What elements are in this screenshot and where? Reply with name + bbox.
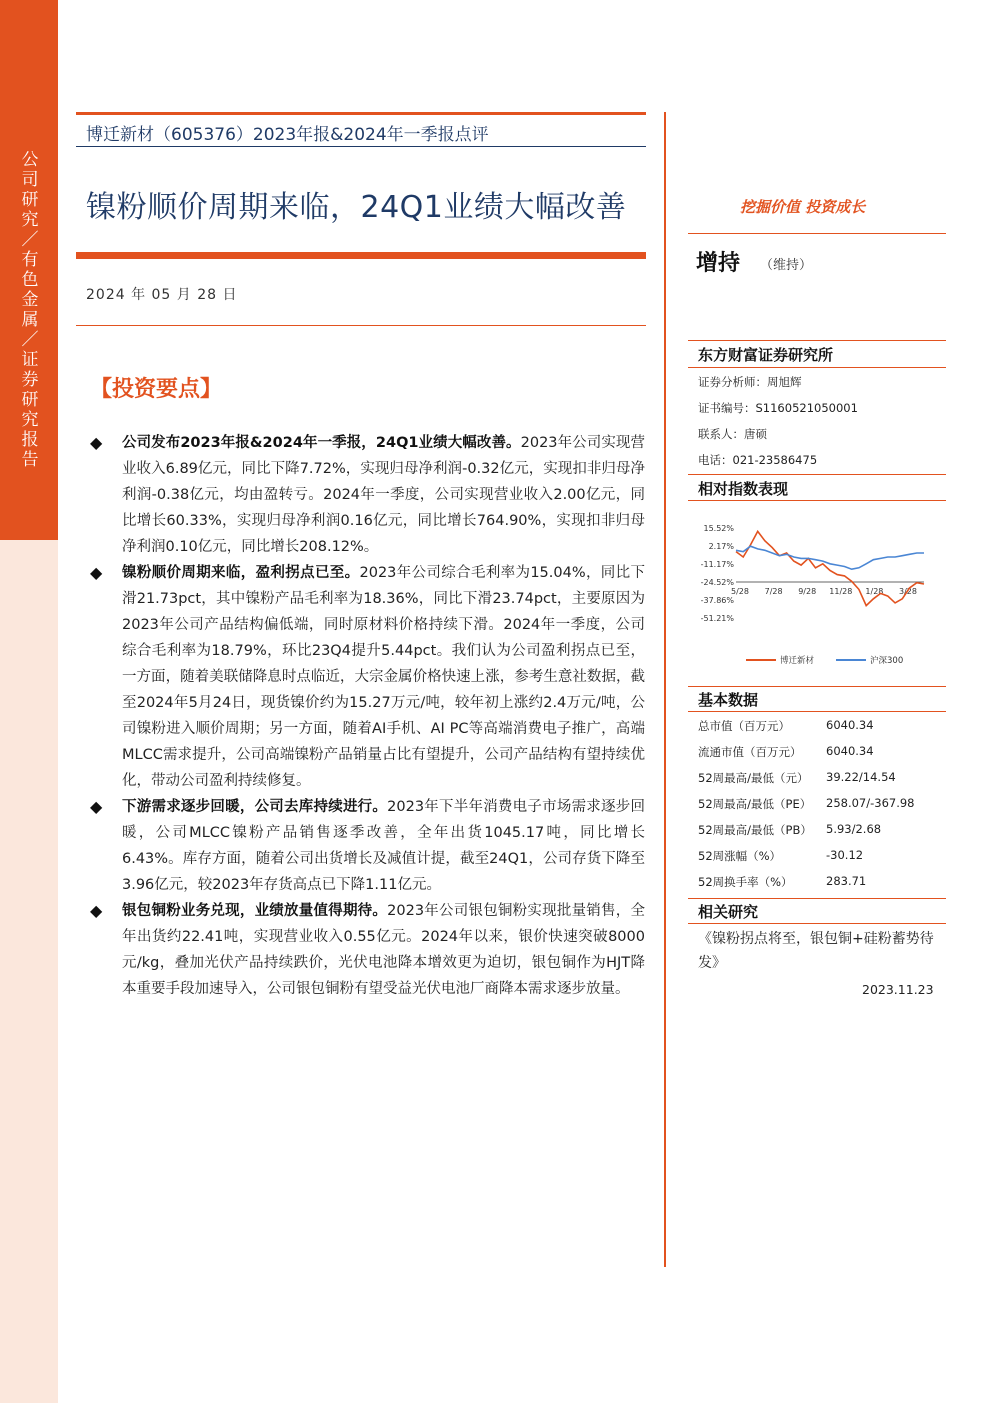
report-title: 镍粉顺价周期来临，24Q1业绩大幅改善 <box>86 190 627 225</box>
point-lead: 下游需求逐步回暖，公司去库持续进行。 <box>122 799 388 815</box>
basic-key: 52周最高/最低（PE） <box>698 797 812 811</box>
phone: 电话：021-23586475 <box>698 453 818 467</box>
institute-name: 东方财富证券研究所 <box>698 346 834 364</box>
basic-value: -30.12 <box>826 848 864 862</box>
basic-value: 258.07/-367.98 <box>826 796 915 810</box>
sidebar-label: 公司研究／有色金属／证券研究报告 <box>21 150 39 470</box>
diamond-bullet-icon: ◆ <box>90 563 103 582</box>
diamond-bullet-icon: ◆ <box>90 797 103 816</box>
related-rule <box>688 898 946 899</box>
basic-title: 基本数据 <box>698 691 759 709</box>
basic-value: 6040.34 <box>826 744 874 758</box>
point-paragraph <box>90 794 645 898</box>
point-text: 2023年公司综合毛利率为15.04%，同比下滑21.73pct，其中镍粉产品毛利率为18.36%，同比下滑23.74pct，主要原因为2023年公司产品结构偏低端，同时原材料价格持续下滑。2024年一季度，公司综合毛利率为18.79%，环比23Q4提升5.44pct。我们认为公司盈利拐点已至，一方面，随着美联储降息时点临近，大宗金属价格快速上涨，参考生意社数据，截至2024年5月24日，现货镍价约为15.27万元/吨，较年初上涨约2.4万元/吨，公司镍粉进入顺价周期；另一方面，随着AI手机、AI PC等高端消费电子推广，高端MLCC需求提升，公司高端镍粉产品销量占比有望提升，公司产品结构有望持续优化，带动公司盈利持续修复。 <box>122 565 645 789</box>
diamond-bullet-icon: ◆ <box>90 901 103 920</box>
y-tick-label: 15.52% <box>703 524 734 533</box>
slogan: 挖掘价值 投资成长 <box>740 198 866 216</box>
basic-value: 39.22/14.54 <box>826 770 896 784</box>
related-date: 2023.11.23 <box>862 982 934 997</box>
point-lead: 银包铜粉业务兑现，业绩放量值得期待。 <box>122 903 388 919</box>
basic-row <box>698 718 946 734</box>
section-heading: 【投资要点】 <box>90 377 223 402</box>
related-report: 《镍粉拐点将至，银包铜+硅粉蓄势待发》 <box>698 931 934 971</box>
diamond-bullet-icon: ◆ <box>90 433 103 452</box>
rating: 增持 <box>696 251 741 276</box>
investment-points <box>90 430 645 1002</box>
report-date: 2024 年 05 月 28 日 <box>86 287 238 303</box>
x-tick-label: 3/28 <box>899 587 917 596</box>
y-tick-label: -24.52% <box>700 578 734 587</box>
related-rule-bottom <box>688 923 946 924</box>
y-tick-label: -37.86% <box>700 596 734 605</box>
point-text: 2023年公司银包铜粉实现批量销售，全年出货约22.41吨，实现营业收入0.55亿元。2024年以来，银价快速突破8000元/kg，叠加光伏产品持续跌价，光伏电池降本增效更为迫切，银包铜作为HJT降本重要手段加速导入，公司银包铜粉有望受益光伏电池厂商降本需求逐步放量。 <box>122 903 645 997</box>
basic-row <box>698 770 946 786</box>
basic-rule-bottom <box>688 711 946 712</box>
x-tick-label: 1/28 <box>865 587 884 596</box>
basic-value: 5.93/2.68 <box>826 822 882 836</box>
point-paragraph <box>90 560 645 794</box>
legend-label: 博迁新材 <box>780 656 815 666</box>
basic-key: 52周换手率（%） <box>698 875 793 889</box>
point-text: 2023年下半年消费电子市场需求逐步回暖，公司MLCC镍粉产品销售逐季改善，全年出货1045.17吨，同比增长6.43%。库存方面，随着公司出货增长及减值计提，截至24Q1，公司存货下降至3.96亿元，较2023年存货高点已下降1.11亿元。 <box>122 799 645 893</box>
date-rule <box>76 325 646 326</box>
point-lead: 公司发布2023年报&2024年一季报，24Q1业绩大幅改善。 <box>122 435 521 451</box>
series-line <box>736 546 924 569</box>
basic-rule <box>688 686 946 687</box>
y-tick-label: -51.21% <box>700 614 734 623</box>
institute-rule-bottom <box>688 367 946 368</box>
basic-value: 6040.34 <box>826 718 874 732</box>
relative-performance-chart <box>688 512 946 672</box>
x-tick-label: 7/28 <box>764 587 783 596</box>
basic-key: 52周最高/最低（元） <box>698 771 809 785</box>
sidebar-band-lower <box>0 540 58 1403</box>
basic-row <box>698 822 946 838</box>
basic-row <box>698 874 946 890</box>
legend-label: 沪深300 <box>870 656 904 666</box>
y-tick-label: 2.17% <box>708 542 734 551</box>
contact: 联系人：唐硕 <box>698 427 767 441</box>
basic-key: 总市值（百万元） <box>698 719 790 733</box>
perf-title: 相对指数表现 <box>698 480 789 498</box>
header-top-rule <box>76 112 646 115</box>
point-text: 2023年公司实现营业收入6.89亿元，同比下降7.72%，实现归母净利润-0.32亿元，实现扣非归母净利润-0.38亿元，均由盈转亏。2024年一季度，公司实现营业收入2.00亿元，同比增长60.33%，实现归母净利润0.16亿元，同比增长764.90%，实现扣非归母净利润0.10亿元，同比增长208.12%。 <box>122 435 646 555</box>
x-tick-label: 11/28 <box>829 587 853 596</box>
point-paragraph <box>90 430 645 560</box>
x-tick-label: 9/28 <box>798 587 817 596</box>
column-divider <box>664 112 666 1267</box>
basic-key: 52周涨幅（%） <box>698 849 782 863</box>
point-paragraph <box>90 898 645 1002</box>
basic-row <box>698 796 946 812</box>
x-tick-label: 5/28 <box>731 587 749 596</box>
y-tick-label: -11.17% <box>700 560 734 569</box>
rating-rule <box>688 233 946 234</box>
rating-note: （维持） <box>760 258 813 273</box>
basic-row <box>698 848 946 864</box>
basic-key: 52周最高/最低（PB） <box>698 823 812 837</box>
title-rule <box>76 252 646 259</box>
basic-value: 283.71 <box>826 874 867 888</box>
perf-rule-bottom <box>688 500 946 501</box>
institute-rule <box>688 340 946 341</box>
related-title: 相关研究 <box>698 903 759 921</box>
header-rule <box>76 146 646 147</box>
basic-row <box>698 744 946 760</box>
report-subtitle: 博迁新材（605376）2023年报&2024年一季报点评 <box>86 125 489 145</box>
perf-rule <box>688 474 946 475</box>
basic-key: 流通市值（百万元） <box>698 745 802 759</box>
cert-number: 证书编号：S1160521050001 <box>698 401 858 415</box>
analyst: 证券分析师：周旭辉 <box>698 375 802 389</box>
point-lead: 镍粉顺价周期来临，盈利拐点已至。 <box>122 565 360 581</box>
